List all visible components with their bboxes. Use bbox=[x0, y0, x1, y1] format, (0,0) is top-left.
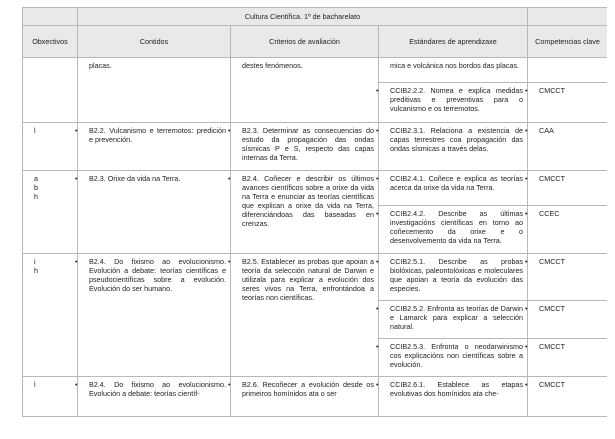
criterio-cell bbox=[231, 171, 379, 254]
estandar-cell bbox=[379, 339, 528, 377]
estandar-cell bbox=[379, 58, 528, 83]
competencia-cell bbox=[528, 301, 607, 339]
document-page bbox=[22, 7, 607, 439]
estandar-cell bbox=[379, 171, 528, 206]
estandar-text: • CCIB2.4.2. Describe as últimas investigacións científicas en torno ao coñecemento da orixe e o desenvolvemento da vida na Terra. bbox=[383, 209, 523, 245]
contidos-text: • B2.2. Vulcanismo e terremotos: predición e prevención. bbox=[82, 126, 226, 144]
competencia-text: • CMCCT bbox=[532, 174, 603, 183]
competencia-cell bbox=[528, 58, 607, 83]
contidos-cell bbox=[78, 171, 231, 254]
estandar-text: • CCIB2.5.3. Enfronta o neodarwinismo cos explicacións non científicas sobre a evolución. bbox=[383, 342, 523, 369]
column-header-contidos: Contidos bbox=[78, 26, 231, 58]
column-header-competencias: Competencias clave bbox=[528, 26, 607, 58]
estandar-cell bbox=[379, 254, 528, 301]
obxectivo-item: • l bbox=[27, 380, 73, 389]
curriculum-table bbox=[22, 7, 607, 417]
competencia-cell bbox=[528, 206, 607, 254]
contidos-text: • B2.3. Orixe da vida na Terra. bbox=[82, 174, 226, 183]
competencia-text: • CMCCT bbox=[532, 257, 603, 266]
estandar-text: • CCIB2.5.1. Describe as probas biolóxicas, paleontolóxicas e moleculares que apoian a teoría da evolución das especies. bbox=[383, 257, 523, 293]
obxectivo-item: • h bbox=[27, 192, 73, 201]
contidos-text: placas. bbox=[89, 61, 112, 70]
table-row bbox=[23, 254, 608, 301]
table-row bbox=[23, 123, 608, 171]
competencia-text: • CMCCT bbox=[532, 380, 603, 389]
criterio-cell bbox=[231, 58, 379, 123]
obxectivos-cell bbox=[23, 377, 78, 417]
contidos-text: • B2.4. Do fixismo ao evolucionismo. Evolución a debate: teorías científ- bbox=[82, 380, 226, 398]
obxectivos-cell bbox=[23, 254, 78, 377]
obxectivo-item: • a bbox=[27, 174, 73, 183]
contidos-cell bbox=[78, 377, 231, 417]
header-blank-cell bbox=[23, 8, 78, 26]
estandar-text: mica e volcánica nos bordos das placas. bbox=[390, 61, 520, 70]
estandar-text: • CCIB2.5.2. Enfronta as teorías de Darwin e Lamarck para explicar a selección natural. bbox=[383, 304, 523, 331]
estandar-cell bbox=[379, 83, 528, 123]
table-row bbox=[23, 171, 608, 206]
competencia-cell bbox=[528, 254, 607, 301]
column-header-estandares: Estándares de aprendizaxe bbox=[379, 26, 528, 58]
competencia-cell bbox=[528, 123, 607, 171]
obxectivo-item: • i bbox=[27, 257, 73, 266]
obxectivos-cell bbox=[23, 58, 78, 123]
competencia-text: • CMCCT bbox=[532, 304, 603, 313]
competencia-text: • CAA bbox=[532, 126, 603, 135]
estandar-cell bbox=[379, 206, 528, 254]
column-header-obxectivos: Obxectivos bbox=[23, 26, 78, 58]
competencia-cell bbox=[528, 171, 607, 206]
column-header-criterios: Criterios de avaliación bbox=[231, 26, 379, 58]
table-row bbox=[23, 377, 608, 417]
table-row bbox=[23, 58, 608, 83]
contidos-cell bbox=[78, 58, 231, 123]
estandar-cell bbox=[379, 377, 528, 417]
criterio-cell bbox=[231, 254, 379, 377]
table-title: Cultura Científica. 1º de bacharelato bbox=[78, 8, 528, 26]
criterio-text: • B2.3. Determinar as consecuencias do estudo da propagación das ondas sísmicas P e S, respecto das capas internas da Terra. bbox=[235, 126, 374, 162]
obxectivos-cell bbox=[23, 123, 78, 171]
competencia-text: • CMCCT bbox=[532, 342, 603, 351]
criterio-text: • B2.5. Establecer as probas que apoian a teoría da selección natural de Darwin e utilizala para explicar a evolución dos seres vivos na Terra, enfrontándoa a teorías non científicas. bbox=[235, 257, 374, 302]
competencia-cell bbox=[528, 83, 607, 123]
estandar-text: • CCIB2.2.2. Nomea e explica medidas preditivas e preventivas para o vulcanismo e os terremotos. bbox=[383, 86, 523, 113]
criterio-cell bbox=[231, 377, 379, 417]
contidos-cell bbox=[78, 254, 231, 377]
competencia-cell bbox=[528, 339, 607, 377]
estandar-cell bbox=[379, 301, 528, 339]
criterio-cell bbox=[231, 123, 379, 171]
criterio-text: destes fenómenos. bbox=[242, 61, 303, 70]
obxectivo-item: • b bbox=[27, 183, 73, 192]
contidos-text: • B2.4. Do fixismo ao evolucionismo. Evolución a debate: teorías científicas e pseudocientíficas sobre a evolución. Evolución do ser humano. bbox=[82, 257, 226, 293]
competencia-text: • CMCCT bbox=[532, 86, 603, 95]
obxectivo-item: • l bbox=[27, 126, 73, 135]
estandar-text: • CCIB2.6.1. Establece as etapas evolutivas dos homínidos ata che- bbox=[383, 380, 523, 398]
estandar-text: • CCIB2.4.1. Coñece e explica as teorías acerca da orixe da vida na Terra. bbox=[383, 174, 523, 192]
competencia-cell bbox=[528, 377, 607, 417]
header-blank-cell bbox=[528, 8, 607, 26]
criterio-text: • B2.6. Recoñecer a evolución desde os primeiros homínidos ata o ser bbox=[235, 380, 374, 398]
estandar-text: • CCIB2.3.1. Relaciona a existencia de capas terrestres coa propagación das ondas sísmicas a través delas. bbox=[383, 126, 523, 153]
estandar-cell bbox=[379, 123, 528, 171]
obxectivos-cell bbox=[23, 171, 78, 254]
competencia-text: • CCEC bbox=[532, 209, 603, 218]
contidos-cell bbox=[78, 123, 231, 171]
criterio-text: • B2.4. Coñecer e describir os últimos avances científicos sobre a orixe da vida na Terra e enunciar as teorías científicas que explican a orixe da vida na Terra, diferenciándoas das baseadas en crenzas. bbox=[235, 174, 374, 228]
obxectivo-item: • h bbox=[27, 266, 73, 275]
